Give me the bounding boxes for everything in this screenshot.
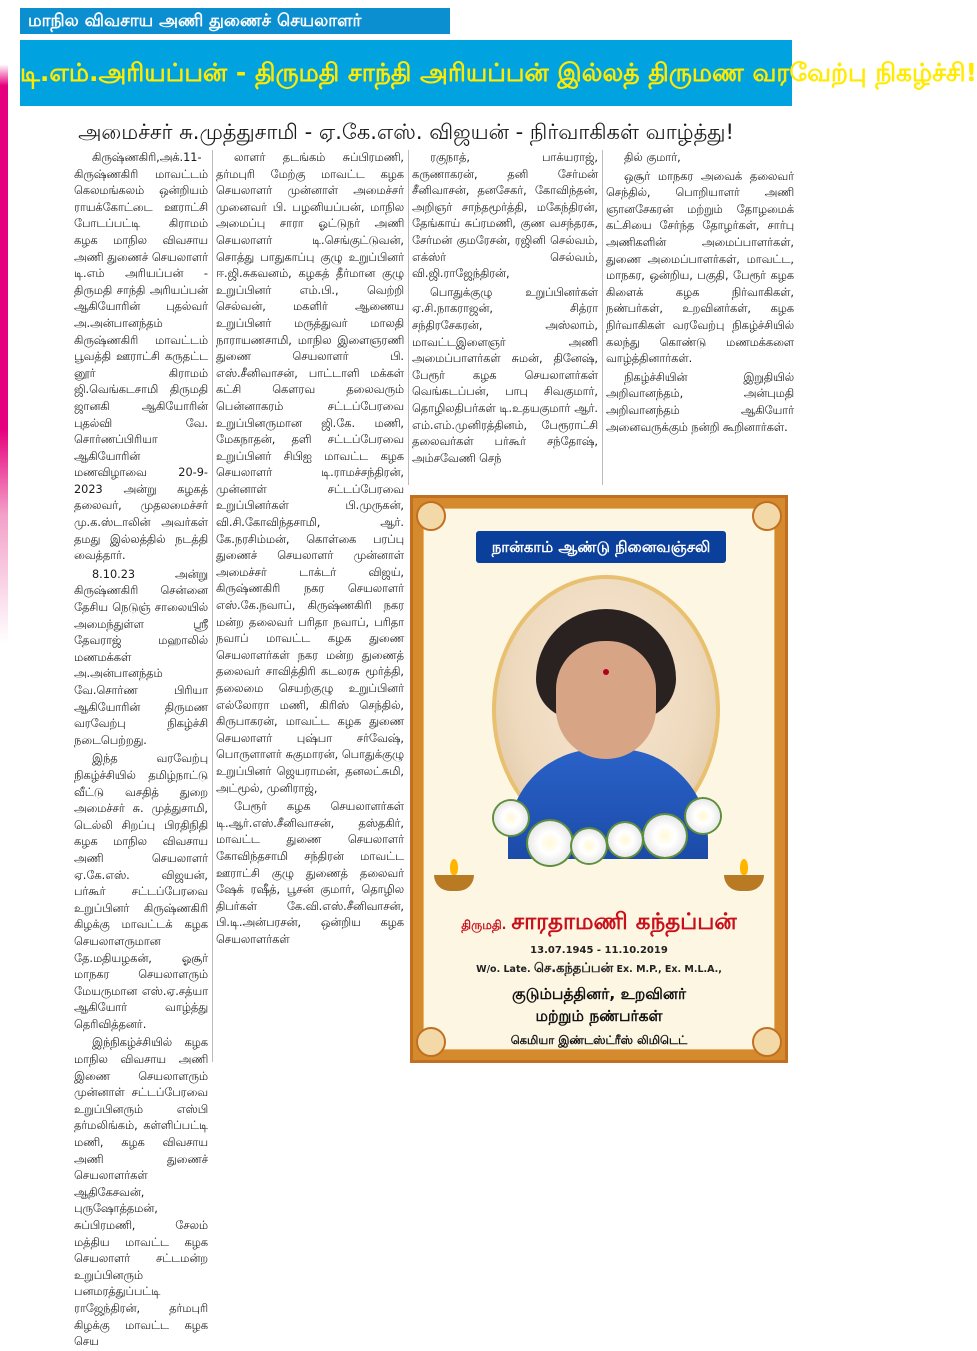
corner-ornament-icon [752, 501, 782, 531]
paragraph: லாளர் தடங்கம் சுப்பிரமணி, தர்மபுரி மேற்கு மாவட்ட கழக செயலாளர் முன்னாள் அமைச்சர் முனைவர் பி. பழனியப்பன், மாநில அமைப்பு சாரா ஓட்டுநர் அணி செயலாளர் டி.செங்குட்டுவன், சொத்து பாதுகாப்பு குழு உறுப்பினர் ஈ.ஜி.சுகவனம், கழகத் தீர்மான குழு உறுப்பினர் எம்.பி., வெற்றி செல்வன், மகளிர் ஆணைய உறுப்பினர் மருத்துவர் மாலதி நாராயணசாமி, மாநில இளைஞரணி துணை செயலாளர் பி. எஸ்.சீனிவாசன், பாட்டாளி மக்கள் கட்சி கௌரவ தலைவரும் பென்னாகரம் சட்டப்பேரவை உறுப்பினருமான ஜி.கே. மணி, மேகநாதன், தளி சட்டப்பேரவை உறுப்பினர் சிபிஐ மாவட்ட கழக செயலாளர் டி.ராமச்சந்திரன், முன்னாள் சட்டப்பேரவை உறுப்பினர்கள் பி.முருகன், வி.சி.கோவிந்தசாமி, ஆர். கே.நரசிம்மன், கொள்கை பரப்பு துணைச் செயலாளர் முன்னாள் அமைச்சர் டாக்டர் விஜய், கிருஷ்ணகிரி நகர செயலாளர் எஸ்.கே.நவாப், கிருஷ்ணகிரி நகர மன்ற தலைவர் பரிதா நவாப், பரிதா நவாப் மாவட்ட கழக துணை செயலாளர்கள் நகர மன்ற துணைத் தலைவர் சாவித்திரி கடலரசு மூர்த்தி, தலைமை செயற்குழு உறுப்பினர் எல்லோரா மணி, கிரிஸ் செந்தில், கிருபாகரன், மாவட்ட கழக துணை செயலாளர் புஷ்பா சர்வேஷ், பொருளாளர் சுகுமாரன், பொதுக்குழு உறுப்பினர் ஜெயராமன், தனலட்சுமி, அட்மூல், முனிராஜ், [216, 151, 404, 795]
paragraph: இந்நிகழ்ச்சியில் கழக மாநில விவசாய அணி இணை செயலாளரும் முன்னாள் சட்டப்பேரவை உறுப்பினரும் எஸ்பி தர்மலிங்கம், கள்ளிப்பட்டி மணி, கழக விவசாய அணி துணைச் செயலாளர்கள் ஆதிகேசவன், புருஷோத்தமன், சுப்பிரமணி, சேலம் மத்திய மாவட்ட கழக செயலாளர் சட்டமன்ற உறுப்பினரும் பனமரத்துப்பட்டி ராஜேந்திரன், தர்மபுரி கிழக்கு மாவட்ட கழக செய [74, 1036, 208, 1349]
column-divider [408, 150, 409, 485]
lamp-flame-icon [450, 859, 458, 875]
paragraph: தில் குமார், [624, 151, 681, 164]
oil-lamp-icon [434, 875, 474, 891]
paragraph: இந்த வரவேற்பு நிகழ்ச்சியில் தமிழ்நாட்டு வீட்டு வசதித் துறை அமைச்சர் சு. முத்துசாமி, டெல்லி சிறப்பு பிரதிநிதி கழக மாநில விவசாய அணி செயலாளர் ஏ.கே.எஸ். விஜயன், பர்கூர் சட்டப்பேரவை உறுப்பினர் கிருஷ்ணகிரி கிழக்கு மாவட்டக் கழக செயலாளருமான தே.மதியழகன், ஓசூர் மாநகர செயலாளரும் மேயருமான எஸ்.ஏ.சத்யா ஆகியோர் வாழ்த்து தெரிவித்தனர். [74, 752, 208, 1031]
memorial-title: நான்காம் ஆண்டு நினைவஞ்சலி [476, 531, 726, 563]
article-kicker: மாநில விவசாய அணி துணைச் செயலாளர் [20, 8, 450, 34]
article-column-3 [412, 150, 598, 480]
portrait-bindi [603, 669, 609, 675]
white-rose-icon [572, 829, 606, 863]
paragraph: ரகுநாத், பாக்யராஜ், கருணாகரன், தனி சேர்மன் சீனிவாசன், தனசேகர், கோவிந்தன், அறிஞர் சாந்தமூர்த்தி, மகேந்திரன், தேங்காய் சுப்ரமணி, குண வசந்தரசு, சேர்மன் குமரேசன், ரஜினி செல்வம், எக்ஸ்ர் செல்வம், வி.ஜி.ராஜேந்திரன், [412, 151, 598, 281]
memorial-advertisement [410, 495, 788, 1063]
article-column-1 [74, 150, 208, 1349]
white-rose-icon [644, 815, 686, 857]
family-line: மற்றும் நண்பர்கள் [535, 1007, 663, 1025]
husband-line [424, 961, 774, 977]
deceased-name-row [424, 909, 774, 938]
corner-ornament-icon [416, 501, 446, 531]
oil-lamp-icon [724, 875, 764, 891]
paragraph: கிருஷ்ணகிரி,அக்.11- கிருஷ்ணகிரி மாவட்டம் கெலமங்கலம் ஒன்றியம் ராயக்கோட்டை ஊராட்சி போடப்பட்டி கிராமம் கழக மாநில விவசாய அணி துணைச் செயலாளர் டி.எம் அரியப்பன் - திருமதி சாந்தி அரியப்பன் ஆகியோரின் புதல்வர் அ.அன்பானந்தம் கிருஷ்ணகிரி மாவட்டம் பூவத்தி ஊராட்சி கருதட்ட னூர் கிராமம் ஜி.வெங்கடசாமி திருமதி ஜானகி ஆகியோரின் புதல்வி வே. சொர்ணப்பிரியா ஆகியோரின் மணவிழாவை 20-9-2023 அன்று கழகத் தலைவர், முதலமைச்சர் மு.க.ஸ்டாலின் அவர்கள் தமது இல்லத்தில் நடத்தி வைத்தார். [74, 151, 208, 563]
husband-suffix: Ex. M.P., Ex. M.L.A., [616, 964, 722, 975]
husband-name: செ.கந்தப்பன் [533, 961, 614, 976]
family-block [424, 983, 774, 1027]
portrait-face [556, 641, 656, 759]
name-prefix: திருமதி. [461, 918, 507, 932]
column-divider [602, 150, 603, 485]
paragraph: நிகழ்ச்சியின் இறுதியில் அறிவானந்தம், அன்புமதி அறிவானந்தம் ஆகியோர் அனைவருக்கும் நன்றி கூறினார்கள். [606, 370, 794, 434]
white-rose-icon [528, 821, 572, 865]
white-rose-icon [686, 799, 720, 833]
paragraph: பொதுக்குழு உறுப்பினர்கள் ஏ.சி.நாகராஜன், சித்ரா சந்திரசேகரன், அஸ்லாம், மாவட்டஇளைஞர் அணி அமைப்பாளர்கள் சுமன், தினேஷ், பேரூர் கழக செயலாளர்கள் வெங்கடப்பன், பாபு சிவகுமார், தொழிலதிபர்கள் டி.உதயகுமார் ஆர். எம்.எம்.முனிரத்தினம், பேரூராட்சி தலைவர்கள் பர்கூர் சந்தோஷ், அம்சவேணி செந் [412, 285, 598, 465]
paragraph: பேரூர் கழக செயலாளர்கள் டி.ஆர்.எஸ்.சீனிவாசன், தஸ்தகிர், மாவட்ட துணை செயலாளர் கோவிந்தசாமி சந்திரன் மாவட்ட ஊராட்சி குழு துணைத் தலைவர் ஷேக் ரஷீத், பூசன் குமார், தொழில திபர்கள் கே.வி.எஸ்.சீனிவாசன், பி.டி.அன்பரசன், ஒன்றிய கழக செயலாளர்கள் [216, 800, 404, 946]
lamp-flame-icon [740, 859, 748, 875]
article-column-4 [606, 150, 794, 480]
paragraph: 8.10.23 அன்று கிருஷ்ணகிரி சென்னை தேசிய நெடுஞ் சாலையில் அமைந்துள்ள ஸ்ரீ தேவராஜ் மஹாலில் மணமக்கள் அ.அன்பானந்தம் வே.சொர்ண பிரியா ஆகியோரின் திருமண வரவேற்பு நிகழ்ச்சி நடைபெற்றது. [74, 567, 208, 747]
white-rose-icon [608, 823, 642, 857]
life-dates: 13.07.1945 - 11.10.2019 [530, 945, 668, 956]
family-line: குடும்பத்தினர், உறவினர் [511, 985, 687, 1003]
company-name: கெமியா இண்டஸ்ட்ரீஸ் லிமிடெட் [510, 1033, 688, 1047]
memorial-inner-panel [423, 508, 775, 1050]
article-subhead: அமைச்சர் சு.முத்துசாமி - ஏ.கே.எஸ். விஜயன் - நிர்வாகிகள் வாழ்த்து! [78, 120, 734, 144]
paragraph: ஒசூர் மாநகர அவைக் தலைவர் செந்தில், பொறியாளர் அணி ஞானசேகரன் மற்றும் தோழமைக் கட்சியை சேர்ந்த தோழர்கள், சார்பு அணிகளின் அமைப்பாளர்கள், துணை அமைப்பாளர்கள், மாவட்ட, மாநகர, ஒன்றிய, பகுதி, பேரூர் கழக கிளைக் கழக நிர்வாகிகள், நண்பர்கள், உறவினர்கள், கழக நிர்வாகிகள் வரவேற்பு நிகழ்ச்சியில் கலந்து கொண்டு மணமக்களை வாழ்த்தினார்கள். [606, 169, 794, 366]
article-headline: டி.எம்.அரியப்பன் - திருமதி சாந்தி அரியப்பன் இல்லத் திருமண வரவேற்பு நிகழ்ச்சி! [20, 40, 792, 106]
article-column-2 [216, 150, 404, 1070]
white-rose-icon [494, 801, 528, 835]
page-edge-strip [0, 0, 8, 1072]
column-divider [212, 150, 213, 1062]
deceased-name: சாரதாமணி கந்தப்பன் [511, 909, 737, 935]
portrait-photo [492, 575, 720, 845]
husband-prefix: W/o. Late. [476, 964, 531, 975]
